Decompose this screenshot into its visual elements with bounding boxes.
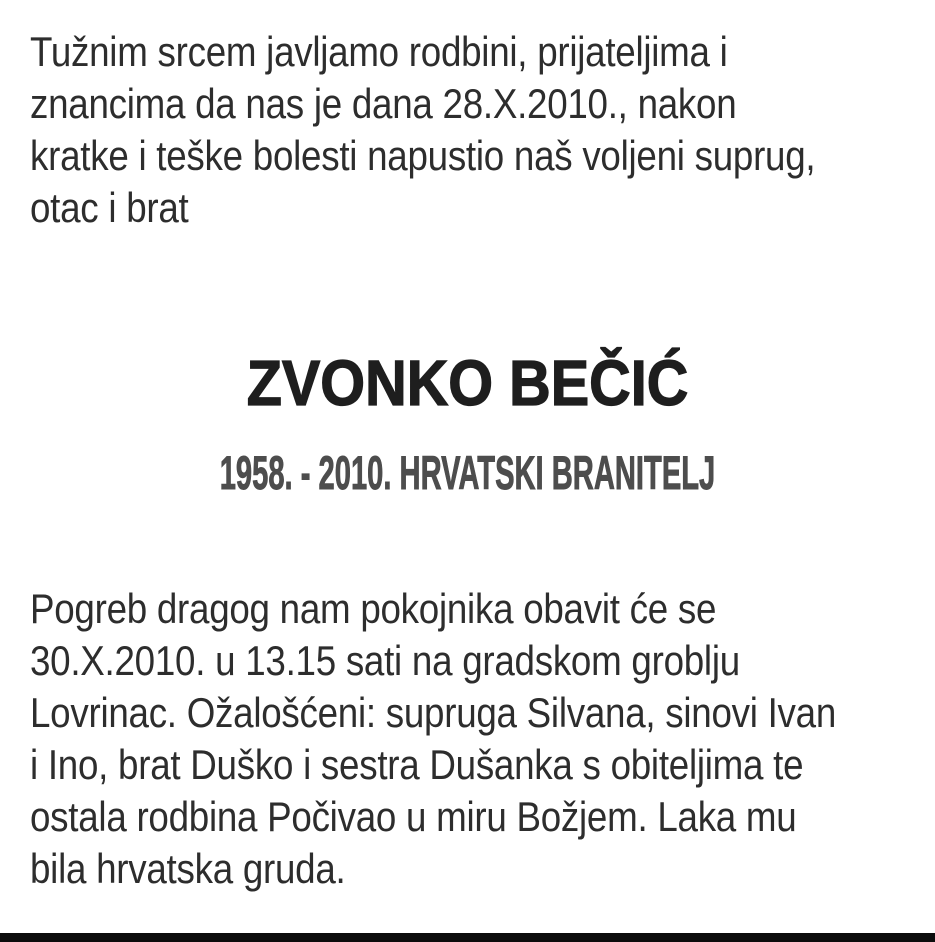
details-line: bila hrvatska gruda. — [30, 845, 346, 892]
details-line: ostala rodbina Počivao u miru Božjem. Laka mu — [30, 793, 797, 840]
details-line: Lovrinac. Ožalošćeni: supruga Silvana, sinovi Ivan — [30, 689, 837, 736]
deceased-name-heading: ZVONKO BEČIĆ — [246, 347, 689, 419]
intro-line: kratke i teške bolesti napustio naš voljeni suprug, — [30, 132, 816, 179]
life-dates-and-title: 1958. - 2010. HRVATSKI BRANITELJ — [219, 446, 716, 499]
details-line: i Ino, brat Duško i sestra Dušanka s obiteljima te — [30, 741, 804, 788]
bottom-bar — [0, 933, 935, 942]
intro-line: Tužnim srcem javljamo rodbini, prijateljima i — [30, 28, 728, 75]
details-line: Pogreb dragog nam pokojnika obavit će se — [30, 585, 717, 632]
intro-line: otac i brat — [30, 184, 189, 231]
funeral-details-paragraph — [30, 583, 935, 895]
details-line: 30.X.2010. u 13.15 sati na gradskom groblju — [30, 637, 740, 684]
intro-paragraph — [30, 26, 935, 234]
intro-line: znancima da nas je dana 28.X.2010., nakon — [30, 80, 737, 127]
